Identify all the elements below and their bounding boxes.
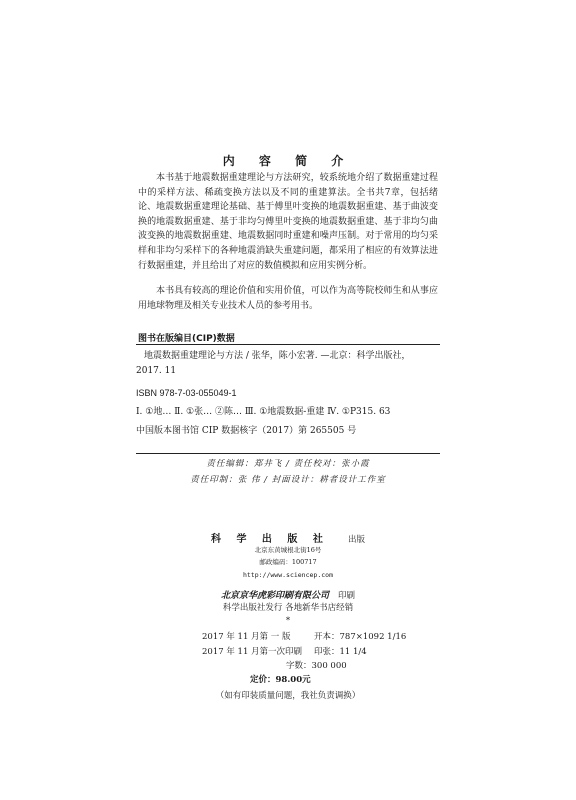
printer-label: 印刷 [338,591,356,601]
distribution-line: 科学出版社发行 各地新华书店经销 [222,603,354,613]
price: 定价：98.00元 [250,675,311,685]
cip-heading: 图书在版编目(CIP)数据 [138,334,235,344]
intro-paragraph-1: 本书基于地震数据重建理论与方法研究，较系统地介绍了数据重建过程中的采样方法、稀疏变换方法以及不同的重建算法。全书共7章，包括绪论、地震数据重建理论基础、基于傅里叶变换的地震数据重建、基于曲波变换的地震数据重建、基于非均匀傅里叶变换的地震数据重建、基于非均匀曲波变换的地震数据重建、地震数据同时重建和噪声压制。对于常用的均匀采样和非均匀采样下的各种地震消缺失重建问题，都采用了相应的有效算法进行数据重建，并且给出了对应的数值模拟和应用实例分析。 [138,173,438,271]
separator-star: * [285,616,291,626]
print-date: 2017 年 11 月第一次印刷 [202,647,303,657]
sheet-count: 印张：11 1/4 [314,647,367,657]
publisher-name: 科 学 出 版 社 [210,534,329,545]
publisher-label: 出版 [348,535,366,545]
edition-date: 2017 年 11 月第 一 版 [202,632,291,642]
cip-library-number: 中国版本图书馆 CIP 数据核字（2017）第 265505 号 [136,426,357,436]
staff-line-1: 责任编辑：郑井飞 / 责任校对：张小霞 [206,459,370,469]
publisher-website: http://www.sciencep.com [242,571,333,579]
quality-notice: （如有印装质量问题，我社负责调换） [215,691,361,701]
page-title: 内 容 简 介 [222,154,354,168]
cip-classification: Ⅰ. ①地… Ⅱ. ①张… ②陈… Ⅲ. ①地震数据-重建 Ⅳ. ①P315. 63 [136,407,391,417]
cip-isbn: ISBN 978-7-03-055049-1 [136,388,237,398]
printer-line [0,583,576,602]
word-count: 字数：300 000 [286,661,347,671]
cip-block [136,344,440,454]
cip-title-line: 地震数据重建理论与方法 / 张华，陈小宏著. —北京：科学出版社， [144,351,411,361]
cip-date-line: 2017. 11 [136,366,177,376]
publisher-address: 北京东黄城根北街16号 [254,546,322,554]
publisher-line [0,527,576,546]
publisher-postcode: 邮政编码：100717 [259,558,317,566]
staff-line-2: 责任印制：张 伟 / 封面设计：耕者设计工作室 [190,475,386,485]
intro-paragraph-2: 本书具有较高的理论价值和实用价值，可以作为高等院校师生和从事应用地球物理及相关专业技术人员的参考用书。 [138,286,438,311]
printer-name: 北京京华虎彩印刷有限公司 [220,591,329,601]
format-size: 开本：787×1092 1/16 [314,632,407,642]
